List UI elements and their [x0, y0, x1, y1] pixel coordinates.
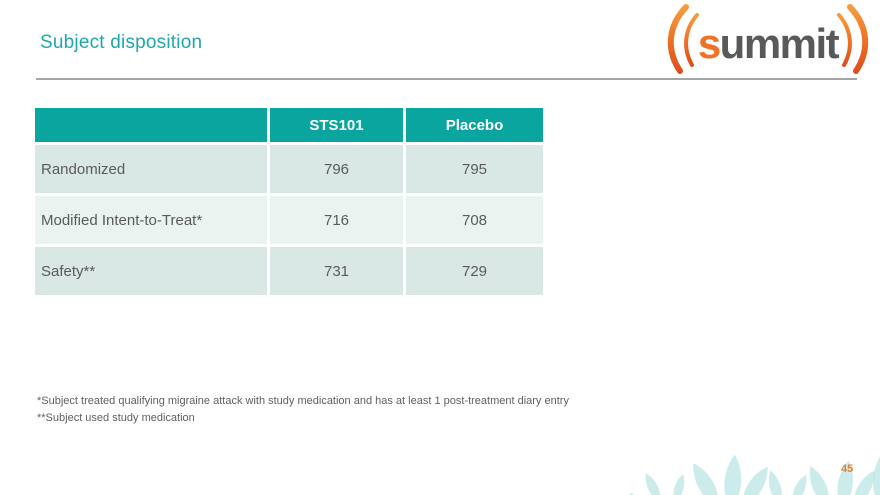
leaf-decoration-icon [630, 420, 880, 495]
table-row-label: Randomized [35, 145, 267, 193]
logo-wordmark [698, 20, 840, 67]
page-title: Subject disposition [40, 32, 203, 53]
footnote-mitt: *Subject treated qualifying migraine attack with study medication and has at least 1 post-treatment diary entry [37, 395, 569, 407]
table-cell: 796 [270, 145, 403, 193]
table-header-sts101: STS101 [270, 108, 403, 142]
title-divider-rule [36, 78, 857, 80]
table-cell: 708 [406, 196, 543, 244]
footnote-safety: **Subject used study medication [37, 412, 195, 424]
table-cell: 716 [270, 196, 403, 244]
table-cell: 731 [270, 247, 403, 295]
page-number: 45 [841, 463, 854, 475]
logo-letter-s: s [697, 20, 720, 67]
table-cell: 795 [406, 145, 543, 193]
table-row-label: Safety** [35, 247, 267, 295]
logo-right-arcs-icon [839, 7, 865, 71]
footnotes [37, 393, 569, 427]
summit-logo [658, 4, 878, 74]
table-row-label: Modified Intent-to-Treat* [35, 196, 267, 244]
table-header-empty [35, 108, 267, 142]
logo-letters-ummit: ummit [719, 20, 839, 67]
logo-left-arcs-icon [671, 7, 697, 71]
table-header-placebo: Placebo [406, 108, 543, 142]
subject-disposition-table [35, 108, 543, 295]
table-cell: 729 [406, 247, 543, 295]
